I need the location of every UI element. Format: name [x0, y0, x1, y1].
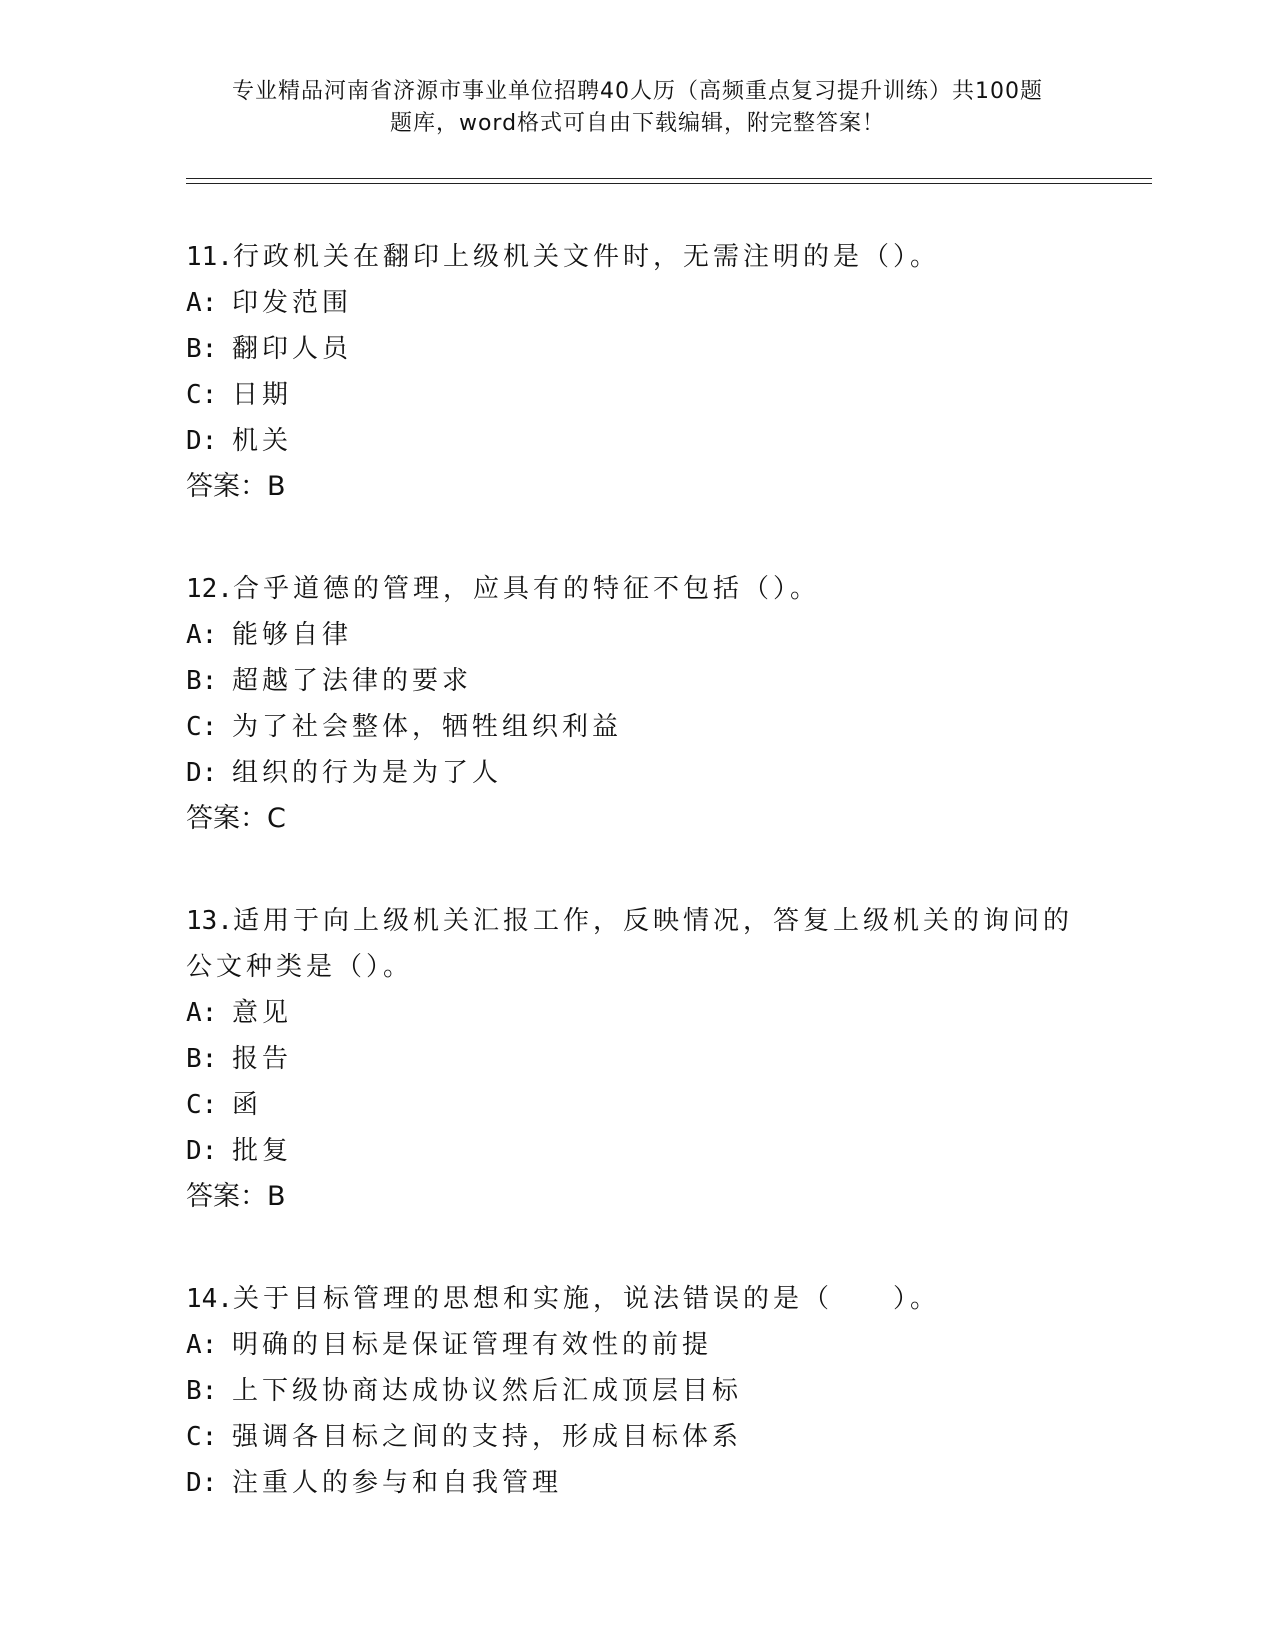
header-title-line-1: 专业精品河南省济源市事业单位招聘40人历（高频重点复习提升训练）共100题: [232, 79, 1043, 104]
option-text: 函: [232, 1090, 263, 1120]
option-letter: C:: [186, 1422, 218, 1452]
header-divider-top: [186, 178, 1152, 179]
option-c: [186, 1082, 1086, 1128]
question-stem: [186, 566, 1076, 612]
option-letter: B:: [186, 666, 218, 696]
option-text: 为了社会整体，牺牲组织利益: [232, 712, 623, 742]
option-text: 明确的目标是保证管理有效性的前提: [232, 1330, 713, 1360]
option-d: [186, 418, 1086, 464]
question-number: 13.: [186, 906, 233, 936]
option-a: [186, 280, 1086, 326]
option-a: [186, 990, 1086, 1036]
question-list: [186, 234, 1086, 1562]
option-b: [186, 1368, 1086, 1414]
option-letter: C:: [186, 1090, 218, 1120]
option-text: 组织的行为是为了人: [232, 758, 503, 788]
question-stem: [186, 234, 1076, 280]
question-text: 适用于向上级机关汇报工作，反映情况，答复上级机关的询问的公文种类是（）。: [186, 906, 1073, 982]
option-text: 日期: [232, 380, 293, 410]
question-stem: [186, 898, 1076, 990]
question-number: 14.: [186, 1284, 233, 1314]
question-number: 11.: [186, 242, 233, 272]
option-b: [186, 1036, 1086, 1082]
header-title-line-2: 题库，word格式可自由下载编辑，附完整答案！: [389, 111, 886, 136]
option-letter: B:: [186, 1376, 218, 1406]
option-text: 超越了法律的要求: [232, 666, 473, 696]
option-letter: C:: [186, 712, 218, 742]
option-text: 意见: [232, 998, 293, 1028]
option-letter: B:: [186, 334, 218, 364]
question-14: [186, 1276, 1086, 1506]
option-letter: D:: [186, 1136, 218, 1166]
option-text: 能够自律: [232, 620, 353, 650]
option-text: 机关: [232, 426, 293, 456]
option-a: [186, 1322, 1086, 1368]
option-text: 上下级协商达成协议然后汇成顶层目标: [232, 1376, 743, 1406]
answer-line: 答案：C: [186, 803, 286, 834]
option-c: [186, 704, 1086, 750]
option-letter: A:: [186, 288, 218, 318]
option-letter: D:: [186, 758, 218, 788]
option-letter: A:: [186, 620, 218, 650]
option-d: [186, 1128, 1086, 1174]
option-d: [186, 1460, 1086, 1506]
option-letter: D:: [186, 1468, 218, 1498]
answer-line: 答案：B: [186, 1181, 286, 1212]
option-letter: B:: [186, 1044, 218, 1074]
header-divider-bottom: [186, 183, 1152, 184]
option-letter: D:: [186, 426, 218, 456]
option-d: [186, 750, 1086, 796]
question-13: [186, 898, 1086, 1220]
option-text: 报告: [232, 1044, 293, 1074]
answer-line: 答案：B: [186, 471, 286, 502]
question-text: 合乎道德的管理，应具有的特征不包括（）。: [232, 574, 820, 604]
option-c: [186, 372, 1086, 418]
option-letter: C:: [186, 380, 218, 410]
question-11: [186, 234, 1086, 510]
question-number: 12.: [186, 574, 233, 604]
document-header: [0, 76, 1275, 140]
question-12: [186, 566, 1086, 842]
question-stem: [186, 1276, 1076, 1322]
option-text: 注重人的参与和自我管理: [232, 1468, 563, 1498]
option-b: [186, 326, 1086, 372]
question-text: 行政机关在翻印上级机关文件时，无需注明的是（）。: [232, 242, 940, 272]
option-text: 批复: [232, 1136, 293, 1166]
option-text: 印发范围: [232, 288, 353, 318]
question-text: 关于目标管理的思想和实施，说法错误的是（ ）。: [232, 1284, 940, 1314]
option-letter: A:: [186, 998, 218, 1028]
option-letter: A:: [186, 1330, 218, 1360]
option-a: [186, 612, 1086, 658]
option-text: 翻印人员: [232, 334, 353, 364]
option-text: 强调各目标之间的支持，形成目标体系: [232, 1422, 743, 1452]
option-c: [186, 1414, 1086, 1460]
option-b: [186, 658, 1086, 704]
